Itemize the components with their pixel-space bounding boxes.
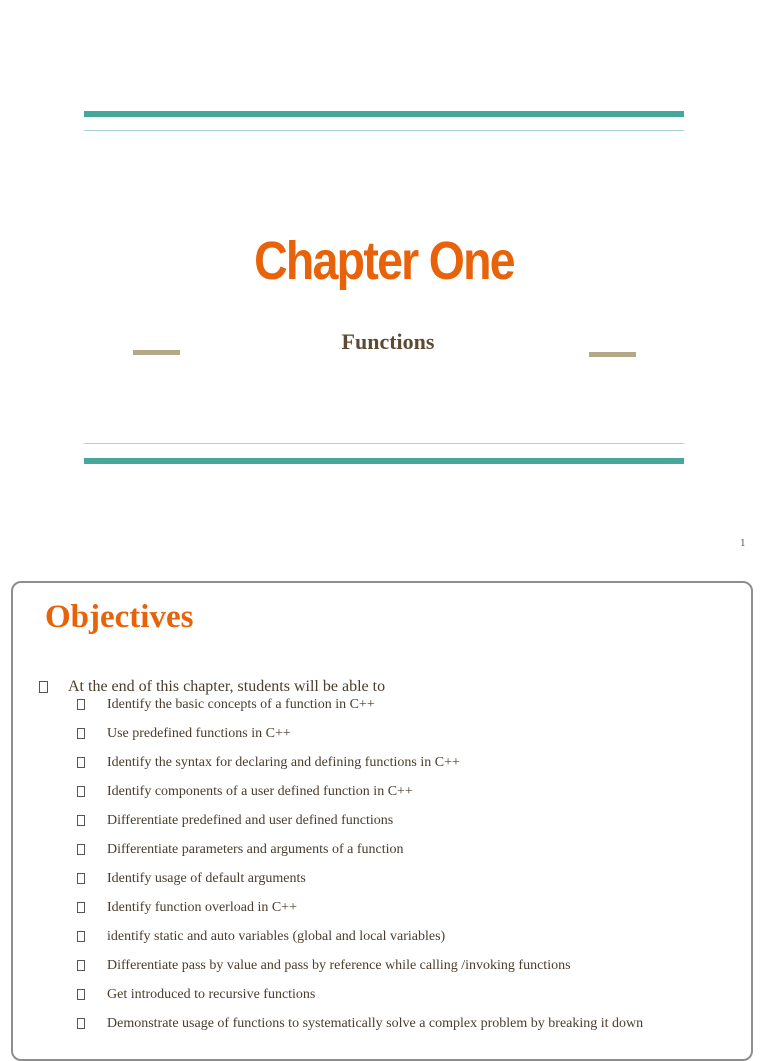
list-item xyxy=(77,754,643,783)
list-item xyxy=(77,812,643,841)
list-item xyxy=(77,899,643,928)
slide-title: Chapter One xyxy=(254,231,514,291)
list-item xyxy=(77,957,643,986)
list-item xyxy=(77,725,643,754)
bullet-icon xyxy=(77,989,85,1000)
page-number: 1 xyxy=(740,537,746,549)
objectives-slide xyxy=(11,581,753,1061)
list-item-text: Identify components of a user defined function in C++ xyxy=(107,784,413,799)
list-item-text: Differentiate predefined and user defined functions xyxy=(107,813,394,828)
top-thin-rule xyxy=(84,130,684,131)
objectives-title: Objectives xyxy=(45,599,194,635)
bullet-icon xyxy=(77,815,85,826)
bullet-icon xyxy=(77,728,85,739)
bullet-icon xyxy=(77,873,85,884)
bullet-icon xyxy=(77,844,85,855)
list-item-text: Use predefined functions in C++ xyxy=(107,726,291,741)
list-item-text: Identify the syntax for declaring and defining functions in C++ xyxy=(107,755,460,770)
list-item-text: Identify function overload in C++ xyxy=(107,900,297,915)
list-item-text: Identify the basic concepts of a function in C++ xyxy=(107,697,375,712)
bullet-icon xyxy=(77,757,85,768)
bullet-icon xyxy=(77,786,85,797)
list-item-text: Differentiate parameters and arguments of a function xyxy=(107,842,404,857)
bottom-thick-rule xyxy=(84,458,684,464)
intro-text: At the end of this chapter, students will be able to xyxy=(68,678,386,695)
list-item xyxy=(77,870,643,899)
list-item-text: Demonstrate usage of functions to systematically solve a complex problem by breaking it down xyxy=(107,1016,644,1031)
bullet-icon xyxy=(77,931,85,942)
top-thick-rule xyxy=(84,111,684,117)
bottom-thin-rule xyxy=(84,443,684,444)
bullet-icon xyxy=(77,960,85,971)
list-item-text: identify static and auto variables (global and local variables) xyxy=(107,929,446,944)
list-item xyxy=(77,696,643,725)
objectives-list xyxy=(77,696,643,1044)
list-item xyxy=(77,783,643,812)
slide-subtitle: Functions xyxy=(341,329,435,354)
list-item-text: Get introduced to recursive functions xyxy=(107,987,316,1002)
list-item xyxy=(77,986,643,1015)
bullet-icon xyxy=(77,902,85,913)
list-item xyxy=(77,928,643,957)
bullet-icon xyxy=(39,681,48,693)
list-item-text: Differentiate pass by value and pass by reference while calling /invoking functions xyxy=(107,958,571,973)
bullet-icon xyxy=(77,699,85,710)
intro-line xyxy=(39,678,385,696)
list-item xyxy=(77,1015,643,1044)
right-dash xyxy=(589,352,636,357)
list-item-text: Identify usage of default arguments xyxy=(107,871,306,886)
list-item xyxy=(77,841,643,870)
